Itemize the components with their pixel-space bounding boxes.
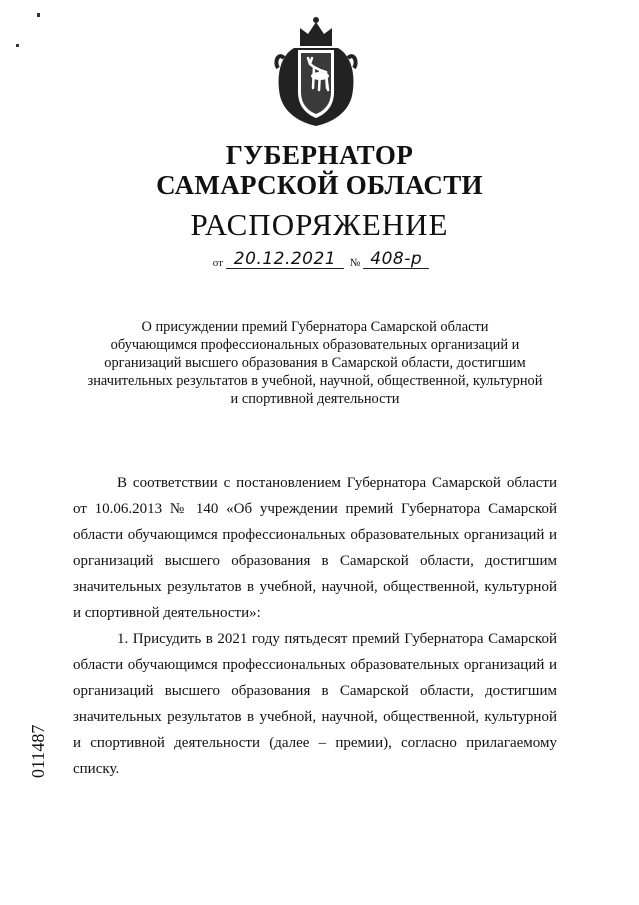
subject-line: обучающимся профессиональных образовательных организаций и — [110, 337, 520, 353]
scan-speck — [37, 13, 40, 17]
handwritten-number: 408-р — [363, 250, 429, 269]
scan-speck — [16, 44, 19, 47]
document-type-title: РАСПОРЯЖЕНИЕ — [190, 207, 449, 242]
preamble-paragraph: В соответствии с постановлением Губернатора Самарской области от 10.06.2013 № 140 «Об учреждении премий Губернатора Самарской области обучающимся профессиональных образовательных организаций и организаций высшего образования в Самарской области, достигшим значительных результатов в учебной, научной, общественной, культурной и спортивной деятельности»: — [73, 475, 557, 621]
item-1-paragraph: 1. Присудить в 2021 году пятьдесят премий Губернатора Самарской области обучающимся профессиональных образовательных организаций и организаций высшего образования в Самарской области, достигшим значительных результатов в учебной, научной, общественной, культурной и спортивной деятельности (далее – премии), согласно прилагаемому списку. — [73, 631, 557, 777]
sheet-serial-number: 011487 — [28, 724, 48, 778]
subject-line: и спортивной деятельности — [230, 391, 400, 407]
authority-title-line1: ГУБЕРНАТОР — [225, 140, 414, 170]
subject-line: организаций высшего образования в Самарской области, достигшим — [104, 355, 526, 371]
subject-line: значительных результатов в учебной, научной, общественной, культурной — [87, 373, 543, 389]
number-label: № — [349, 257, 361, 269]
date-number-line — [0, 250, 639, 269]
handwritten-date: 20.12.2021 — [226, 250, 344, 269]
date-from-label: от — [212, 257, 223, 269]
samara-coat-of-arms-icon — [270, 12, 362, 128]
order-subject — [70, 318, 560, 408]
order-body — [73, 470, 557, 782]
subject-line: О присуждении премий Губернатора Самарской области — [141, 319, 489, 335]
authority-title-line2: САМАРСКОЙ ОБЛАСТИ — [156, 170, 483, 200]
